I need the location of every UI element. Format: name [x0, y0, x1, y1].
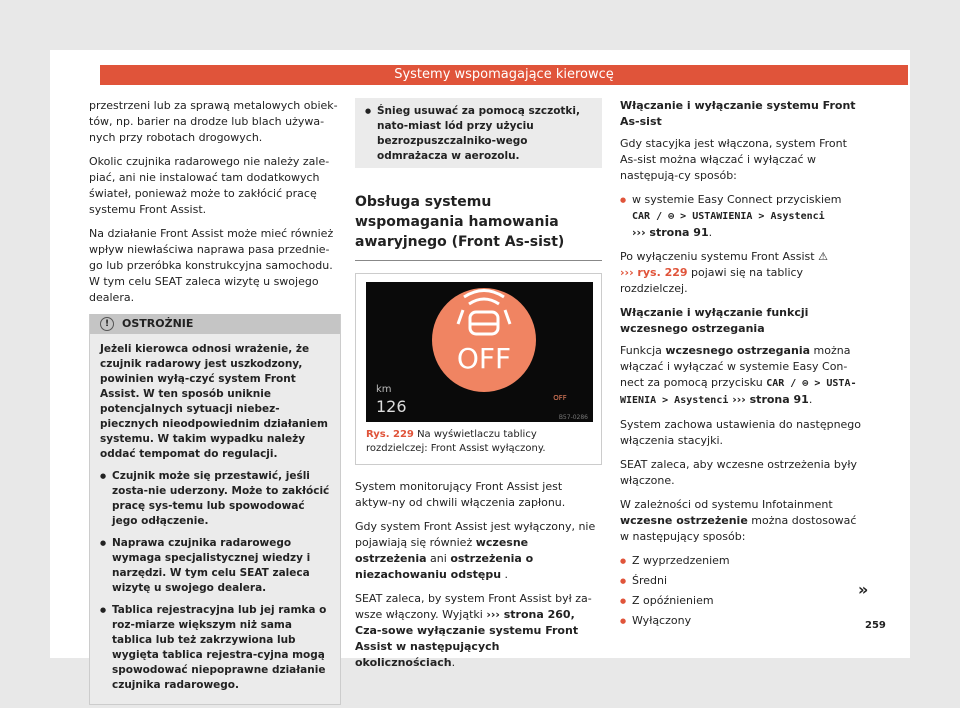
- paragraph: Na działanie Front Assist może mieć również wpływ niewłaściwa naprawa pasa przednie-go lub przeróbka konstrukcyjna samochodu. W tym celu SEAT zaleca wizytę u swojego dealera.: [89, 227, 334, 304]
- paragraph: [620, 343, 865, 409]
- options-list: [620, 553, 865, 629]
- term: wczesne ostrzeżenia: [355, 536, 529, 565]
- exclamation-icon: !: [100, 317, 114, 331]
- warning-circle: [432, 288, 536, 392]
- caution-bullet: ● Naprawa czujnika radarowego wymaga specjalistycznej wiedzy i narzędzi. W tym celu SEAT zaleca wizytę u swojego dealera.: [100, 536, 330, 596]
- note-box: [355, 98, 602, 168]
- term: ostrzeżenia o niezachowaniu odstępu: [355, 552, 534, 581]
- front-assist-off-display: [366, 282, 593, 422]
- text: ani: [426, 552, 451, 565]
- list-item: ● Z opóźnieniem: [620, 593, 865, 609]
- mini-off-label: OFF: [553, 394, 567, 402]
- front-assist-icon: ⚠: [818, 250, 828, 263]
- figure-code: B57-0286: [558, 414, 588, 421]
- text: SEAT zaleca, by system Front Assist był za-wsze włączony. Wyjątki: [355, 592, 592, 621]
- text: można włączać i wyłączać w systemie Easy Con-nect za pomocą przycisku: [620, 344, 851, 389]
- paragraph: [355, 519, 602, 583]
- list-item: ● Wyłączony: [620, 613, 865, 629]
- paragraph: [355, 591, 602, 671]
- odometer-value: 126: [376, 397, 407, 416]
- paragraph: [620, 249, 865, 297]
- menu-path: CAR / ⊜ > USTAWIENIA > Asystenci: [632, 211, 825, 222]
- cross-reference-link[interactable]: ››› strona 91: [632, 226, 709, 239]
- continue-marker: »: [858, 580, 869, 599]
- term: wczesnego ostrzegania: [665, 344, 811, 357]
- text: Po wyłączeniu systemu Front Assist: [620, 250, 819, 263]
- paragraph: System monitorujący Front Assist jest aktyw-ny od chwili włączenia zapłonu.: [355, 480, 566, 509]
- list-item: ● Z wyprzedzeniem: [620, 553, 865, 569]
- section-heading: Obsługa systemu wspomagania hamowania awaryjnego (Front As-sist): [355, 192, 602, 261]
- cross-reference-link[interactable]: ››› strona 260, Cza-sowe wyłączanie systemu Front Assist w następujących okolicznościach: [355, 608, 579, 669]
- column-middle: [355, 98, 602, 679]
- text: można dostosować w następujący sposób:: [620, 514, 857, 543]
- figure-reference-link[interactable]: ››› rys. 229: [620, 266, 688, 279]
- note-bullet: ● Śnieg usuwać za pomocą szczotki, nato-miast lód przy użyciu bezrozpuszczalniko-wego odmrażacza w aerozolu.: [365, 104, 592, 164]
- subheading: Włączanie i wyłączanie systemu Front As-sist: [620, 99, 856, 128]
- figure-caption: [356, 422, 601, 464]
- text: .: [501, 568, 509, 581]
- km-label: km: [376, 384, 392, 395]
- list-item: [620, 192, 865, 241]
- column-right: [620, 98, 865, 629]
- text: Funkcja: [620, 344, 666, 357]
- subheading: Włączanie i wyłączanie funkcji wczesnego ostrzegania: [620, 306, 809, 335]
- column-left: [89, 98, 341, 705]
- cross-reference-link[interactable]: ››› strona 91: [728, 393, 809, 406]
- paragraph: Okolic czujnika radarowego nie należy zale-piać, ani nie instalować tam dodatkowych świateł, ponieważ może to zakłócić pracę systemu Front Assist.: [89, 155, 330, 216]
- figure-caption-text: Na wyświetlaczu tablicy rozdzielczej: Front Assist wyłączony.: [366, 429, 546, 454]
- text: w systemie Easy Connect przyciskiem: [632, 193, 842, 206]
- caution-bullet: ● Tablica rejestracyjna lub jej ramka o roz-miarze większym niż sama tablica lub też zakrzywiona lub wygięta tablica rejestra-cyjna mogą spowodować niepoprawne działanie czujnika radarowego.: [100, 603, 330, 693]
- text: .: [808, 393, 813, 406]
- menu-path: CAR / ⊜ > USTA-WIENIA > Asystenci: [620, 378, 857, 406]
- text: Gdy system Front Assist jest wyłączony, nie pojawiają się również: [355, 520, 596, 549]
- caution-body: [90, 334, 340, 704]
- paragraph: Gdy stacyjka jest włączona, system Front As-sist można włączać i wyłączać w następują-cy sposób:: [620, 137, 847, 182]
- list-item: ● Średni: [620, 573, 865, 589]
- paragraph: SEAT zaleca, aby wczesne ostrzeżenia były włączone.: [620, 458, 857, 487]
- paragraph: [620, 497, 865, 545]
- term: wczesne ostrzeżenie: [620, 514, 748, 527]
- paragraph: System zachowa ustawienia do następnego włączenia stacyjki.: [620, 418, 862, 447]
- caution-title: OSTROŻNIE: [122, 317, 194, 330]
- page-header: Systemy wspomagające kierowcę: [100, 65, 908, 85]
- caution-header: [90, 314, 340, 334]
- dashboard-image: [366, 282, 591, 422]
- caution-box: [89, 314, 341, 705]
- text: .: [708, 226, 713, 239]
- text: W zależności od systemu Infotainment: [620, 498, 833, 511]
- figure-label: Rys. 229: [366, 429, 414, 440]
- caution-text: Jeżeli kierowca odnosi wrażenie, że czujnik radarowy jest uszkodzony, powinien wyłą-czyć system Front Assist. W ten sposób uniknie potencjalnych sytuacji niebez-piecznych nieodpowiednim działaniem systemu. W takim wypadku należy oddać tempomat do regulacji.: [100, 343, 328, 460]
- caution-bullet: ● Czujnik może się przestawić, jeśli zosta-nie uderzony. Może to zakłócić pracę sys-temu lub spowodować jego odłączenie.: [100, 469, 330, 529]
- page-number: 259: [865, 620, 886, 631]
- paragraph: przestrzeni lub za sprawą metalowych obiek-tów, np. barier na drodze lub blach używa-nych przy robotach drogowych.: [89, 99, 338, 144]
- manual-page: [50, 50, 910, 691]
- off-label: OFF: [456, 342, 512, 375]
- text: .: [451, 656, 456, 669]
- text: pojawi się na tablicy rozdzielczej.: [620, 266, 804, 295]
- figure-229: [355, 273, 602, 465]
